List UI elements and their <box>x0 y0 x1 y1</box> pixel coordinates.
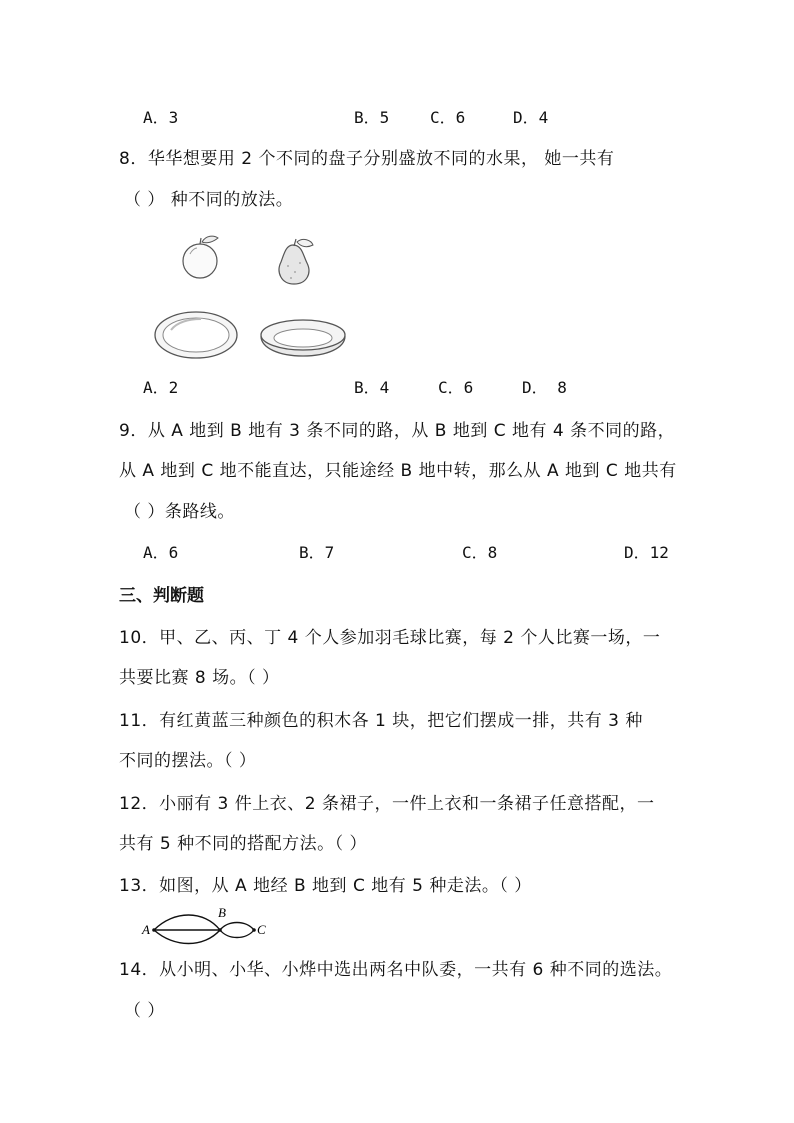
q7-option-d[interactable]: D．4 <box>513 108 549 127</box>
node-label-c: C <box>257 922 266 937</box>
q9-text-line1: 9．从 A 地到 B 地有 3 条不同的路，从 B 地到 C 地有 4 条不同的路， <box>119 421 676 441</box>
q7-option-b[interactable]: B．5 <box>354 108 390 127</box>
q12-text-line1: 12．小丽有 3 件上衣、2 条裙子，一件上衣和一条裙子任意搭配，一 <box>119 794 655 814</box>
q10-text-line2: 共要比赛 8 场。（ ） <box>119 668 280 688</box>
q9-option-d[interactable]: D．12 <box>624 543 669 562</box>
q14-text-line2: （ ） <box>124 1001 165 1021</box>
pear-icon <box>273 236 319 288</box>
q8-text-line1: 8．华华想要用 2 个不同的盘子分别盛放不同的水果， 她一共有 <box>119 149 615 169</box>
q8-text-line2: （ ） 种不同的放法。 <box>124 190 294 210</box>
node-label-b: B <box>218 905 226 920</box>
q7-option-a[interactable]: A．3 <box>143 108 179 127</box>
q11-text-line2: 不同的摆法。（ ） <box>119 751 257 771</box>
q9-text-line3: （ ）条路线。 <box>124 502 235 522</box>
q8-option-b[interactable]: B．4 <box>354 378 390 397</box>
node-label-a: A <box>142 922 150 937</box>
flat-plate-icon <box>153 310 239 360</box>
q13-text-line1: 13．如图，从 A 地经 B 地到 C 地有 5 种走法。（ ） <box>119 876 532 896</box>
q11-text-line1: 11．有红黄蓝三种颜色的积木各 1 块，把它们摆成一排，共有 3 种 <box>119 711 643 731</box>
apple-icon <box>178 232 224 280</box>
q7-option-c[interactable]: C．6 <box>430 108 466 127</box>
q9-option-a[interactable]: A．6 <box>143 543 179 562</box>
section-title: 三、判断题 <box>119 586 204 606</box>
q9-option-b[interactable]: B．7 <box>299 543 335 562</box>
deep-plate-icon <box>259 318 347 358</box>
q9-option-c[interactable]: C．8 <box>462 543 498 562</box>
q8-option-a[interactable]: A．2 <box>143 378 179 397</box>
q12-text-line2: 共有 5 种不同的搭配方法。（ ） <box>119 834 368 854</box>
q9-text-line2: 从 A 地到 C 地不能直达，只能途经 B 地中转，那么从 A 地到 C 地共有 <box>119 461 677 481</box>
q8-option-c[interactable]: C．6 <box>438 378 474 397</box>
route-diagram <box>140 905 272 938</box>
q14-text-line1: 14．从小明、小华、小烨中选出两名中队委，一共有 6 种不同的选法。 <box>119 960 673 980</box>
q10-text-line1: 10．甲、乙、丙、丁 4 个人参加羽毛球比赛，每 2 个人比赛一场，一 <box>119 628 661 648</box>
q8-option-d[interactable]: D． 8 <box>522 378 567 397</box>
